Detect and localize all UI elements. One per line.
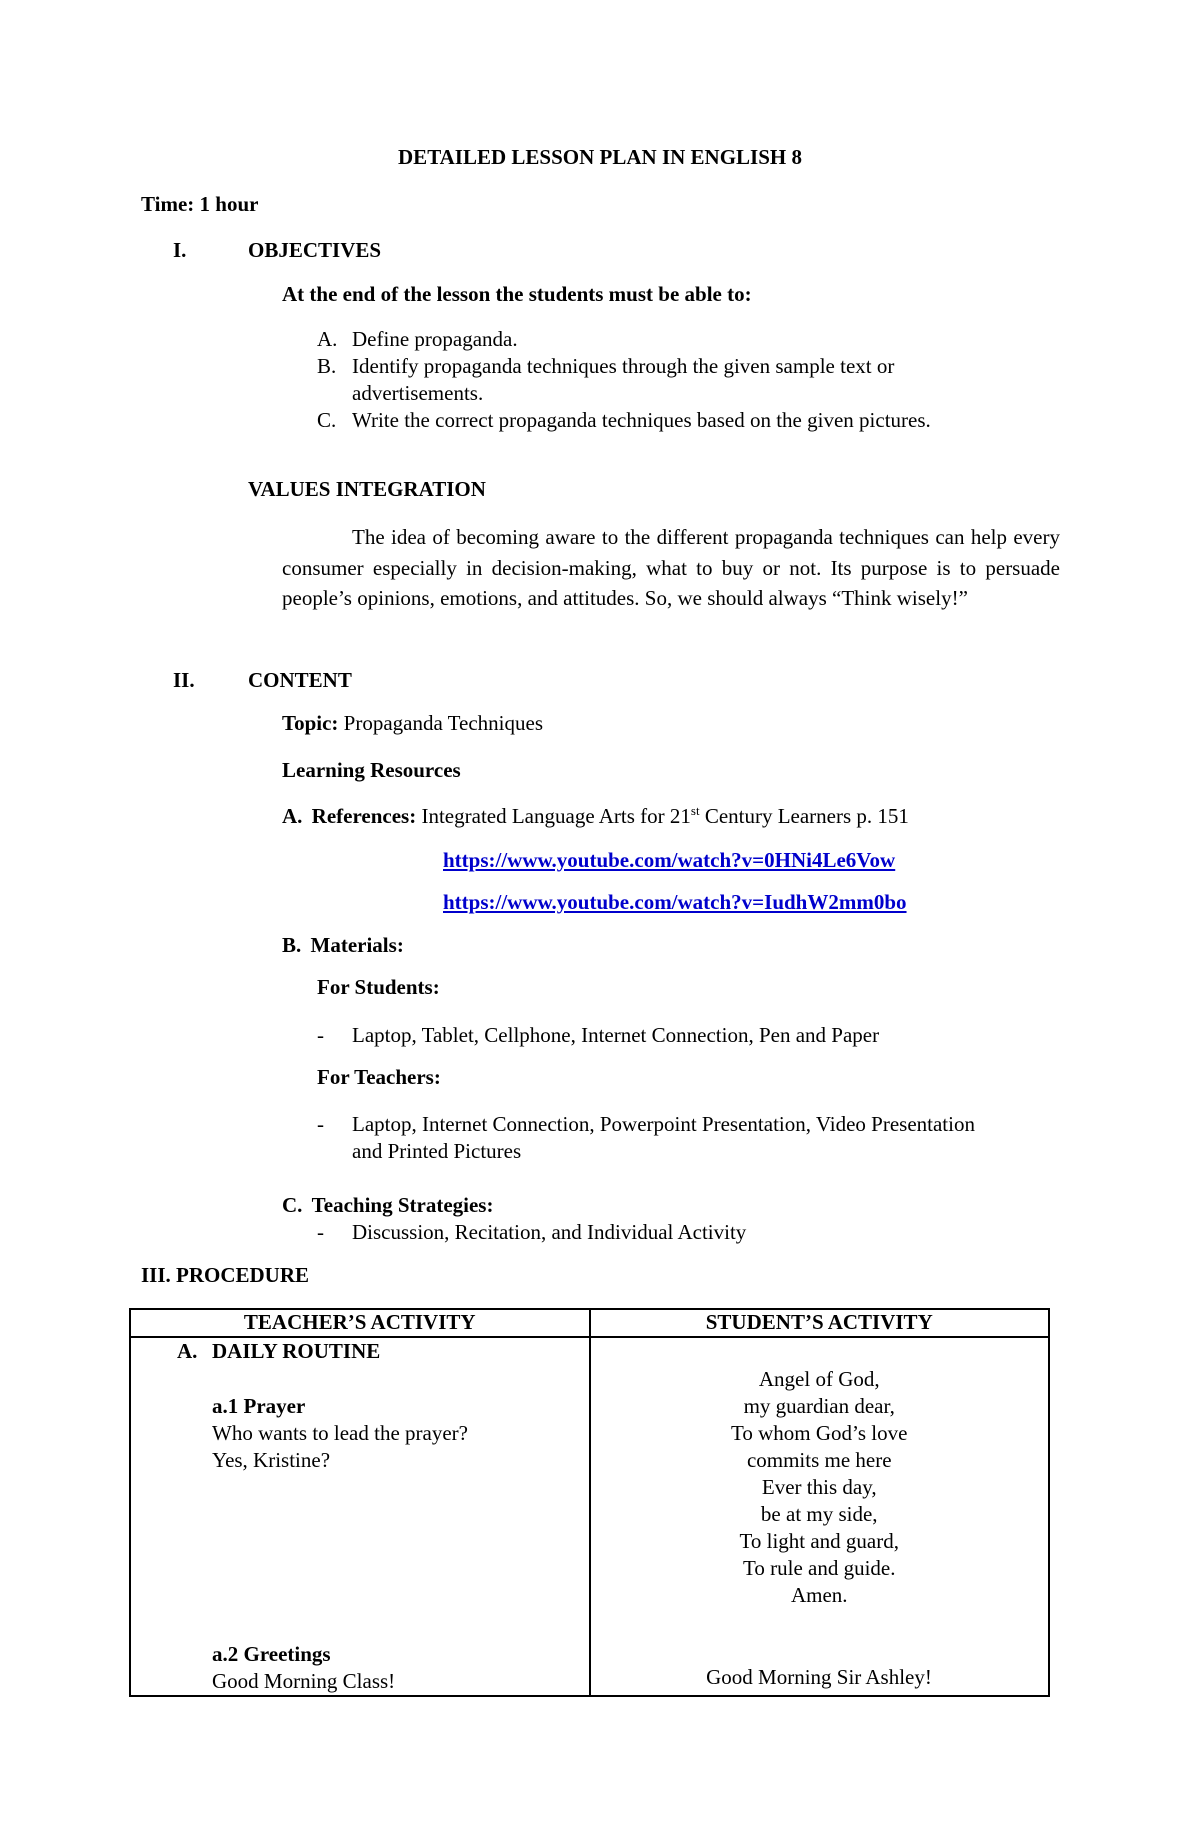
teachers-materials-cont: and Printed Pictures [352,1139,522,1163]
students-dash: - [317,1023,324,1047]
teacher-activity-header: TEACHER’S ACTIVITY [130,1309,590,1337]
section-3-heading: III. PROCEDURE [141,1263,310,1287]
references-line [282,803,909,830]
objective-a-text: Define propaganda. [352,327,518,351]
topic-label: Topic: [282,711,339,735]
for-teachers-heading: For Teachers: [317,1065,441,1089]
objectives-intro: At the end of the lesson the students must be able to: [282,282,752,306]
prayer-line: be at my side, [760,1502,878,1526]
section-1-number: I. [173,238,187,262]
procedure-table [129,1308,1050,1697]
youtube-link-2[interactable]: https://www.youtube.com/watch?v=IudhW2mm0bo [443,890,907,914]
objective-b-letter: B. [317,354,337,378]
references-value: Integrated Language Arts for 21st Century Learners p. 151 [421,803,909,828]
values-heading: VALUES INTEGRATION [248,477,486,501]
students-materials: Laptop, Tablet, Cellphone, Internet Connection, Pen and Paper [352,1023,880,1047]
prayer-line: Ever this day, [761,1475,877,1499]
objective-c-text: Write the correct propaganda techniques based on the given pictures. [352,408,931,432]
teacher-activity-cell [130,1337,590,1696]
for-students-heading: For Students: [317,975,440,999]
prayer-call: Yes, Kristine? [212,1448,331,1472]
learning-resources-heading: Learning Resources [282,758,461,782]
strategies-line [282,1192,493,1219]
procedure-table-row [130,1337,1049,1696]
teachers-dash: - [317,1112,324,1136]
prayer-heading: a.1 Prayer [212,1394,306,1418]
objective-b-text: Identify propaganda techniques through the given sample text or [352,354,895,378]
section-2-heading: CONTENT [248,668,352,692]
prayer-line: To whom God’s love [731,1421,908,1445]
document-title: DETAILED LESSON PLAN IN ENGLISH 8 [398,145,802,169]
objective-b-text-cont: advertisements. [352,381,484,405]
prayer-line: commits me here [746,1448,892,1472]
references-letter: A. [282,804,303,828]
prayer-poem [591,1338,1049,1609]
teachers-materials: Laptop, Internet Connection, Powerpoint Presentation, Video Presentation [352,1112,975,1136]
section-1-heading: OBJECTIVES [248,238,382,262]
strategies-letter: C. [282,1193,303,1217]
youtube-link-1[interactable]: https://www.youtube.com/watch?v=0HNi4Le6Vow [443,848,896,872]
prayer-line: Amen. [790,1583,848,1607]
topic-value: Propaganda Techniques [343,711,544,735]
greetings-student: Good Morning Sir Ashley! [706,1665,932,1689]
strategies-value: Discussion, Recitation, and Individual Activity [352,1220,747,1244]
greetings-teacher: Good Morning Class! [212,1669,396,1693]
section-2-number: II. [173,668,195,692]
prayer-line: Angel of God, [758,1367,880,1391]
greetings-heading: a.2 Greetings [212,1642,331,1666]
prayer-line: To light and guard, [739,1529,899,1553]
prayer-line: To rule and guide. [743,1556,896,1580]
student-activity-header: STUDENT’S ACTIVITY [590,1309,1050,1337]
materials-label: Materials: [310,933,404,957]
materials-line [282,932,404,959]
daily-routine-letter: A. [177,1339,198,1363]
strategies-label: Teaching Strategies: [311,1193,494,1217]
prayer-line: my guardian dear, [743,1394,895,1418]
student-activity-cell [590,1337,1050,1696]
procedure-table-header-row [130,1309,1049,1337]
values-text: The idea of becoming aware to the different propaganda techniques can help every consumer especially in decision-making, what to buy or not. Its purpose is to persuade people’s opinions, emotions, and attitudes. So, we should always “Think wisely!” [282,525,1060,610]
prayer-question: Who wants to lead the prayer? [212,1421,468,1445]
objective-c-letter: C. [317,408,337,432]
values-paragraph [282,522,1060,614]
time-line: Time: 1 hour [141,192,259,216]
topic-line [282,710,543,737]
daily-routine-heading: DAILY ROUTINE [212,1339,381,1363]
references-label: References: [311,804,417,828]
materials-letter: B. [282,933,302,957]
objective-a-letter: A. [317,327,338,351]
strategies-dash: - [317,1220,324,1244]
